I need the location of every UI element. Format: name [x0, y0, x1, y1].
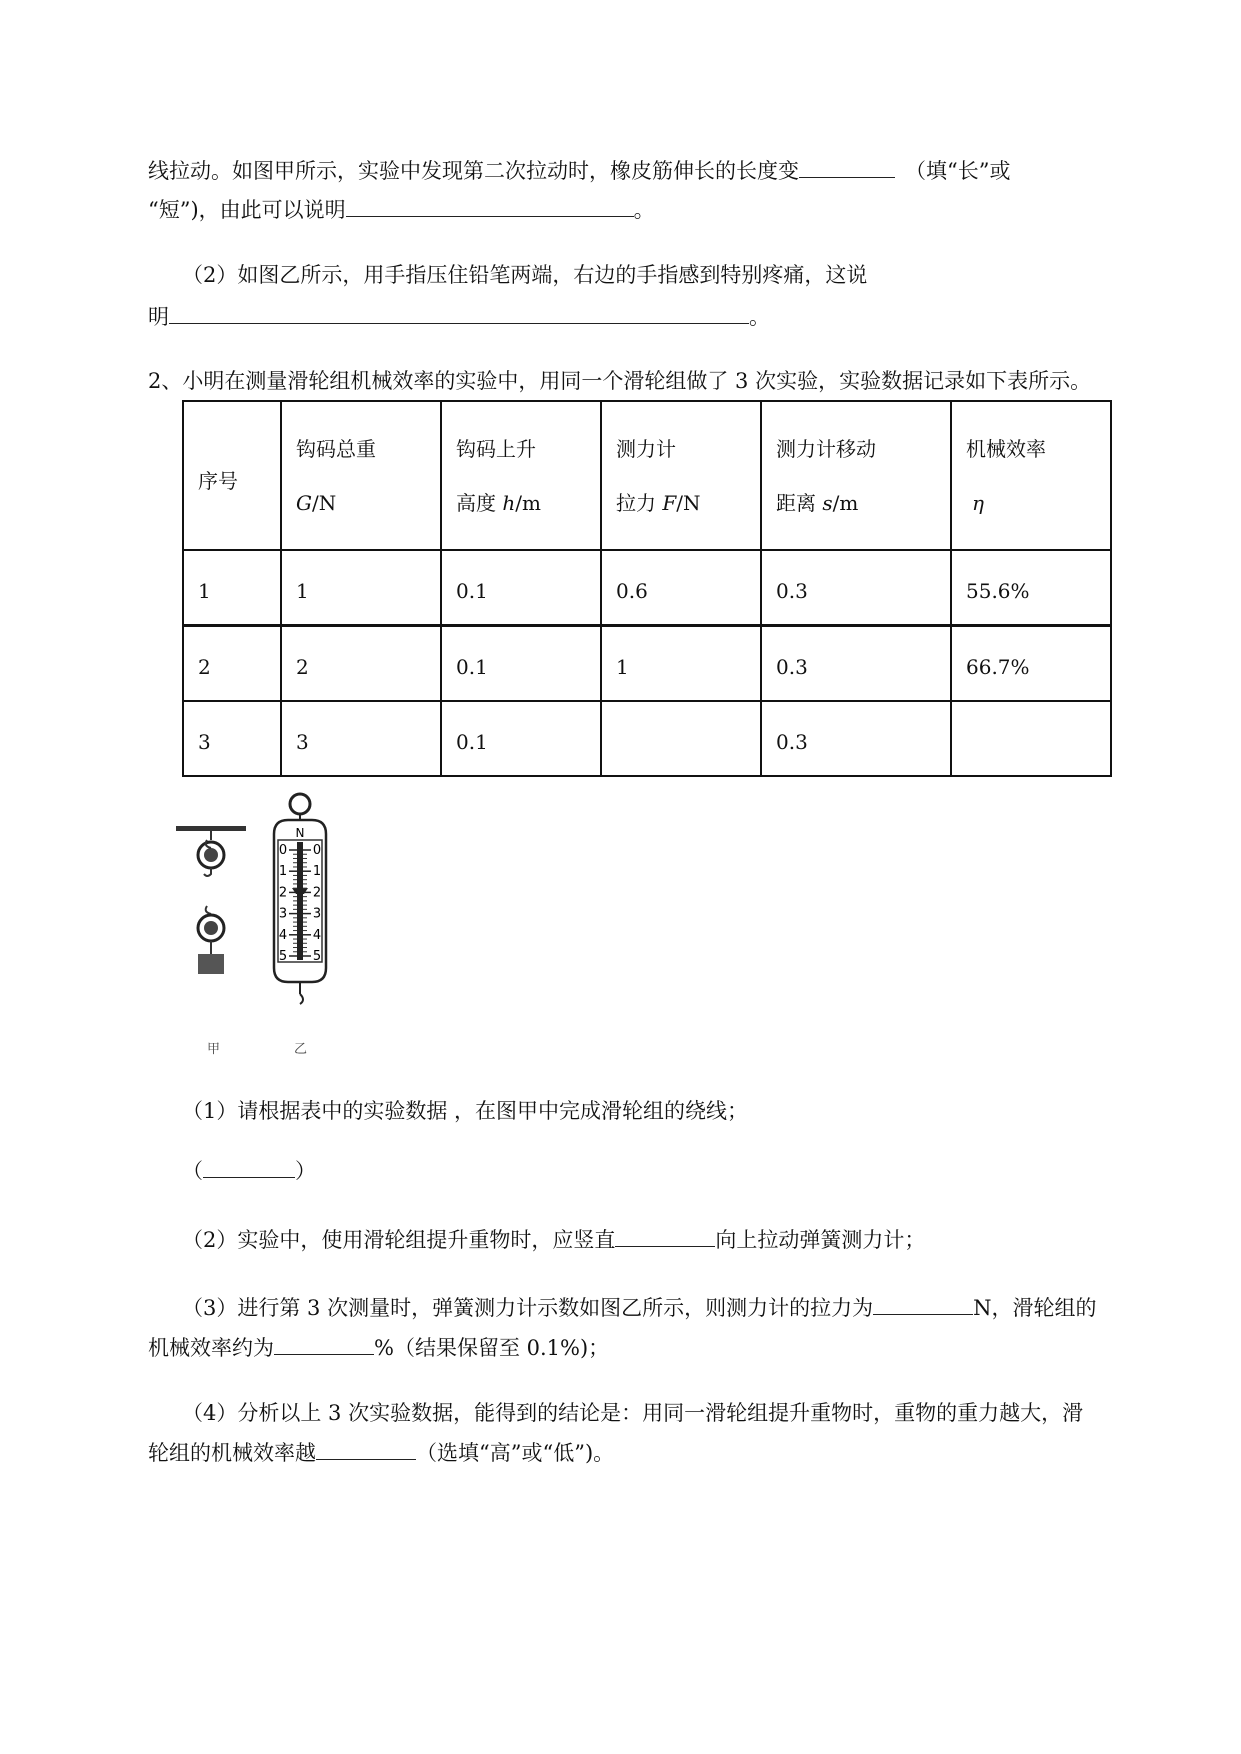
header-unit: G/N — [296, 490, 337, 515]
text-segment: ） — [295, 1159, 316, 1183]
scale-ring — [290, 794, 310, 814]
table-cell: 0.3 — [761, 550, 951, 626]
text-segment: （ — [182, 1159, 203, 1183]
header-unit: η — [972, 490, 984, 515]
text-line — [148, 155, 1010, 186]
answer-blank[interactable] — [169, 301, 749, 324]
question-4-cont — [148, 1437, 614, 1468]
text-segment: 。 — [749, 305, 770, 329]
problem-intro — [148, 366, 1091, 396]
table-cell: 0.1 — [441, 626, 601, 702]
table-cell: 1 — [281, 550, 441, 626]
table-cell: 0.3 — [761, 626, 951, 702]
text-segment: N，滑轮组的 — [973, 1296, 1097, 1320]
question-4 — [182, 1398, 1083, 1428]
header-cell — [281, 401, 441, 550]
text-segment: 。 — [633, 198, 655, 222]
table-cell: 66.7% — [951, 626, 1111, 702]
table-cell: 1 — [601, 626, 761, 702]
header-text: 测力计移动 — [776, 436, 876, 461]
data-table — [182, 400, 1112, 777]
text-segment: 机械效率约为 — [148, 1336, 274, 1360]
table-row — [183, 701, 1111, 776]
fixed-pulley-hub — [204, 848, 218, 862]
text-segment: （填“长”或 — [905, 159, 1011, 183]
scale-tick-label: 2 — [312, 885, 322, 901]
scale-tick-label: 1 — [312, 864, 322, 880]
table-row — [183, 550, 1111, 626]
text-segment: （选填“高”或“低”)。 — [416, 1441, 615, 1465]
scale-hook — [300, 994, 303, 1004]
question-3 — [182, 1292, 1096, 1323]
header-text: 序号 — [198, 468, 238, 493]
figure-caption-b: 乙 — [294, 1042, 308, 1057]
table-cell: 2 — [281, 626, 441, 702]
question-1 — [182, 1096, 748, 1126]
table-cell[interactable] — [601, 701, 761, 776]
header-cell — [441, 401, 601, 550]
text-segment: （4）分析以上 3 次实验数据，能得到的结论是：用同一滑轮组提升重物时，重物的重力越大，滑 — [182, 1401, 1084, 1425]
text-segment: 向上拉动弹簧测力计； — [715, 1228, 926, 1252]
scale-unit-label: N — [295, 826, 305, 840]
scale-tick-label: 4 — [278, 927, 288, 943]
problem-intro-text: 2、小明在测量滑轮组机械效率的实验中，用同一个滑轮组做了 3 次实验，实验数据记录如下表所示。 — [148, 369, 1092, 393]
scale-tick-label: 5 — [312, 949, 322, 964]
answer-blank[interactable] — [799, 155, 895, 178]
scale-spring — [297, 842, 303, 960]
movable-pulley-hub — [204, 921, 218, 935]
table-cell: 0.6 — [601, 550, 761, 626]
table-cell[interactable] — [951, 701, 1111, 776]
text-segment: %（结果保留至 0.1%)； — [374, 1336, 610, 1360]
text-segment: （2）实验中，使用滑轮组提升重物时，应竖直 — [182, 1228, 616, 1252]
table-cell: 0.3 — [761, 701, 951, 776]
text-segment: 轮组的机械效率越 — [148, 1441, 316, 1465]
question-2 — [182, 1224, 925, 1255]
table-header-row — [183, 401, 1111, 550]
text-segment: （2）如图乙所示，用手指压住铅笔两端，右边的手指感到特别疼痛，这说 — [182, 263, 868, 287]
scale-tick-label: 0 — [278, 843, 288, 858]
ceiling-bar — [176, 826, 246, 831]
header-cell — [601, 401, 761, 550]
table-cell: 1 — [183, 550, 281, 626]
text-segment: （3）进行第 3 次测量时，弹簧测力计示数如图乙所示，则测力计的拉力为 — [182, 1296, 874, 1320]
answer-blank[interactable] — [615, 1224, 715, 1247]
question-3-cont — [148, 1332, 609, 1363]
table-cell: 3 — [183, 701, 281, 776]
table-cell: 0.1 — [441, 701, 601, 776]
figure-svg — [170, 790, 370, 1050]
header-unit: 拉力 F/N — [616, 490, 701, 515]
answer-blank[interactable] — [873, 1292, 973, 1315]
question-1-answer — [182, 1155, 316, 1186]
pulley-figure[interactable] — [176, 826, 246, 974]
answer-blank[interactable] — [316, 1437, 416, 1460]
table-row — [183, 626, 1111, 702]
scale-tick-label: 4 — [312, 927, 322, 943]
header-text: 钩码上升 — [456, 436, 536, 461]
header-text: 机械效率 — [966, 436, 1046, 461]
scale-tick-label: 3 — [312, 906, 322, 922]
table-cell: 0.1 — [441, 550, 601, 626]
text-line — [148, 194, 655, 225]
text-segment: “短”)，由此可以说明 — [148, 198, 346, 222]
table-cell: 2 — [183, 626, 281, 702]
answer-blank[interactable] — [346, 194, 634, 217]
figures — [170, 790, 370, 1055]
text-line — [182, 260, 867, 290]
header-cell — [761, 401, 951, 550]
header-unit: 距离 s/m — [776, 490, 859, 515]
spring-scale-figure — [274, 794, 326, 1004]
scale-tick-label: 5 — [278, 949, 288, 964]
scale-tick-label: 3 — [278, 906, 288, 922]
header-cell — [183, 401, 281, 550]
table-cell: 55.6% — [951, 550, 1111, 626]
question-text: （1）请根据表中的实验数据 ，在图甲中完成滑轮组的绕线； — [182, 1099, 749, 1123]
header-cell — [951, 401, 1111, 550]
text-segment: 明 — [148, 305, 169, 329]
table-cell: 3 — [281, 701, 441, 776]
answer-blank[interactable] — [203, 1155, 295, 1178]
header-text: 钩码总重 — [296, 436, 376, 461]
text-segment: 线拉动。如图甲所示，实验中发现第二次拉动时，橡皮筋伸长的长度变 — [148, 159, 799, 183]
scale-tick-label: 1 — [278, 864, 288, 880]
lower-hook-top — [206, 906, 211, 914]
weight-block — [198, 954, 224, 974]
scale-tick-label: 2 — [278, 885, 288, 901]
answer-blank[interactable] — [274, 1332, 374, 1355]
figure-caption-a: 甲 — [207, 1042, 221, 1057]
scale-tick-label: 0 — [312, 843, 322, 858]
text-line — [148, 301, 770, 332]
header-unit: 高度 h/m — [456, 490, 541, 515]
header-text: 测力计 — [616, 436, 676, 461]
